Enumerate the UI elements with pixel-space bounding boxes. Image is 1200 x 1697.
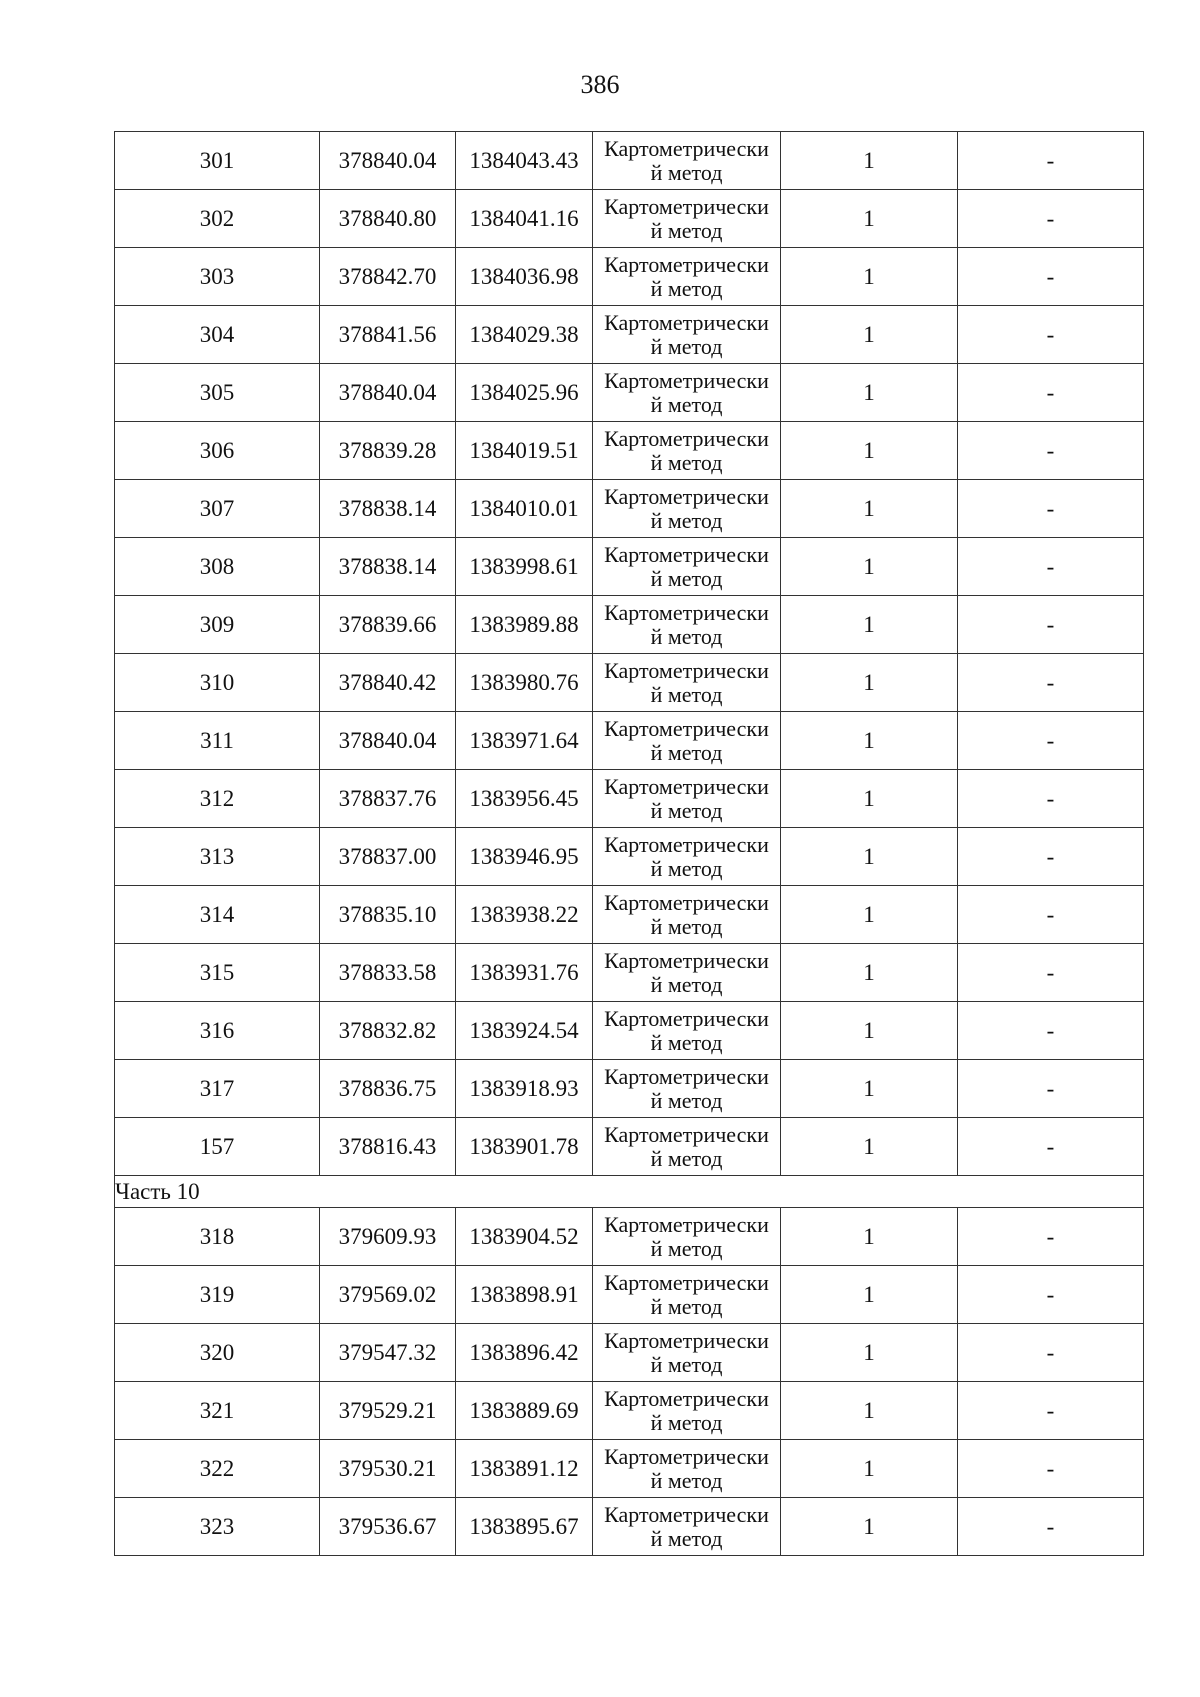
point-number-cell: 307 <box>115 480 320 538</box>
y-coordinate-cell: 1384010.01 <box>456 480 593 538</box>
point-number-cell: 315 <box>115 944 320 1002</box>
x-coordinate-cell: 379530.21 <box>320 1440 456 1498</box>
method-cell <box>593 248 781 306</box>
method-cell <box>593 1498 781 1556</box>
method-text-line-2: й метод <box>650 913 723 939</box>
accuracy-cell: 1 <box>781 1324 958 1382</box>
point-number-cell: 314 <box>115 886 320 944</box>
y-coordinate-cell: 1383938.22 <box>456 886 593 944</box>
table-row <box>115 538 1144 596</box>
note-cell: - <box>958 1498 1144 1556</box>
point-number-cell: 320 <box>115 1324 320 1382</box>
method-cell <box>593 886 781 944</box>
table-row <box>115 1324 1144 1382</box>
y-coordinate-cell: 1383896.42 <box>456 1324 593 1382</box>
section-title: Часть 10 <box>115 1176 1144 1208</box>
method-cell <box>593 712 781 770</box>
table-row <box>115 770 1144 828</box>
table-row <box>115 480 1144 538</box>
y-coordinate-cell: 1383898.91 <box>456 1266 593 1324</box>
table-row <box>115 132 1144 190</box>
point-number-cell: 306 <box>115 422 320 480</box>
method-text-line-2: й метод <box>650 159 723 185</box>
method-text-line-1: Картометрически <box>604 367 769 393</box>
x-coordinate-cell: 378840.80 <box>320 190 456 248</box>
y-coordinate-cell: 1383946.95 <box>456 828 593 886</box>
method-cell <box>593 944 781 1002</box>
x-coordinate-cell: 378833.58 <box>320 944 456 1002</box>
method-text-line-2: й метод <box>650 971 723 997</box>
method-text-line-1: Картометрически <box>604 1327 769 1353</box>
method-text-line-2: й метод <box>650 1235 723 1261</box>
accuracy-cell: 1 <box>781 770 958 828</box>
x-coordinate-cell: 378837.00 <box>320 828 456 886</box>
accuracy-cell: 1 <box>781 248 958 306</box>
method-cell <box>593 828 781 886</box>
point-number-cell: 317 <box>115 1060 320 1118</box>
accuracy-cell: 1 <box>781 1118 958 1176</box>
point-number-cell: 322 <box>115 1440 320 1498</box>
note-cell: - <box>958 886 1144 944</box>
method-cell <box>593 1060 781 1118</box>
accuracy-cell: 1 <box>781 538 958 596</box>
method-text-line-2: й метод <box>650 1351 723 1377</box>
note-cell: - <box>958 306 1144 364</box>
point-number-cell: 312 <box>115 770 320 828</box>
accuracy-cell: 1 <box>781 1440 958 1498</box>
accuracy-cell: 1 <box>781 364 958 422</box>
method-text-line-1: Картометрически <box>604 889 769 915</box>
method-text-line-1: Картометрически <box>604 715 769 741</box>
x-coordinate-cell: 378835.10 <box>320 886 456 944</box>
x-coordinate-cell: 378840.04 <box>320 364 456 422</box>
note-cell: - <box>958 190 1144 248</box>
method-text-line-1: Картометрически <box>604 947 769 973</box>
x-coordinate-cell: 378840.04 <box>320 132 456 190</box>
table-row <box>115 1060 1144 1118</box>
note-cell: - <box>958 1002 1144 1060</box>
point-number-cell: 323 <box>115 1498 320 1556</box>
method-text-line-2: й метод <box>650 1467 723 1493</box>
note-cell: - <box>958 1118 1144 1176</box>
accuracy-cell: 1 <box>781 886 958 944</box>
method-text-line-2: й метод <box>650 449 723 475</box>
method-cell <box>593 1440 781 1498</box>
point-number-cell: 301 <box>115 132 320 190</box>
method-text-line-1: Картометрически <box>604 831 769 857</box>
x-coordinate-cell: 378836.75 <box>320 1060 456 1118</box>
method-cell <box>593 190 781 248</box>
x-coordinate-cell: 378841.56 <box>320 306 456 364</box>
accuracy-cell: 1 <box>781 1002 958 1060</box>
y-coordinate-cell: 1383924.54 <box>456 1002 593 1060</box>
method-cell <box>593 132 781 190</box>
method-text-line-1: Картометрически <box>604 1385 769 1411</box>
method-text-line-2: й метод <box>650 1409 723 1435</box>
method-text-line-2: й метод <box>650 1145 723 1171</box>
table-row <box>115 712 1144 770</box>
coordinates-table <box>114 131 1144 1556</box>
note-cell: - <box>958 248 1144 306</box>
method-text-line-2: й метод <box>650 1087 723 1113</box>
x-coordinate-cell: 378840.42 <box>320 654 456 712</box>
accuracy-cell: 1 <box>781 596 958 654</box>
table-row <box>115 654 1144 712</box>
note-cell: - <box>958 538 1144 596</box>
y-coordinate-cell: 1383971.64 <box>456 712 593 770</box>
y-coordinate-cell: 1383891.12 <box>456 1440 593 1498</box>
point-number-cell: 309 <box>115 596 320 654</box>
note-cell: - <box>958 712 1144 770</box>
x-coordinate-cell: 378832.82 <box>320 1002 456 1060</box>
method-cell <box>593 1324 781 1382</box>
y-coordinate-cell: 1383904.52 <box>456 1208 593 1266</box>
table-row <box>115 886 1144 944</box>
method-text-line-2: й метод <box>650 217 723 243</box>
accuracy-cell: 1 <box>781 480 958 538</box>
point-number-cell: 157 <box>115 1118 320 1176</box>
accuracy-cell: 1 <box>781 1382 958 1440</box>
x-coordinate-cell: 378839.66 <box>320 596 456 654</box>
point-number-cell: 302 <box>115 190 320 248</box>
y-coordinate-cell: 1383989.88 <box>456 596 593 654</box>
point-number-cell: 318 <box>115 1208 320 1266</box>
table-row <box>115 1266 1144 1324</box>
method-text-line-1: Картометрически <box>604 773 769 799</box>
method-text-line-1: Картометрически <box>604 1005 769 1031</box>
x-coordinate-cell: 378816.43 <box>320 1118 456 1176</box>
method-text-line-2: й метод <box>650 275 723 301</box>
table-row <box>115 1382 1144 1440</box>
method-text-line-1: Картометрически <box>604 251 769 277</box>
table-row <box>115 1118 1144 1176</box>
x-coordinate-cell: 379569.02 <box>320 1266 456 1324</box>
x-coordinate-cell: 378839.28 <box>320 422 456 480</box>
method-cell <box>593 364 781 422</box>
x-coordinate-cell: 378842.70 <box>320 248 456 306</box>
method-text-line-1: Картометрически <box>604 541 769 567</box>
y-coordinate-cell: 1384043.43 <box>456 132 593 190</box>
x-coordinate-cell: 378840.04 <box>320 712 456 770</box>
point-number-cell: 305 <box>115 364 320 422</box>
method-text-line-1: Картометрически <box>604 483 769 509</box>
method-text-line-1: Картометрически <box>604 1063 769 1089</box>
point-number-cell: 319 <box>115 1266 320 1324</box>
method-cell <box>593 306 781 364</box>
note-cell: - <box>958 1440 1144 1498</box>
table-row <box>115 1208 1144 1266</box>
method-text-line-1: Картометрически <box>604 1443 769 1469</box>
coordinates-table-body <box>115 132 1144 1556</box>
method-text-line-1: Картометрически <box>604 193 769 219</box>
method-text-line-2: й метод <box>650 1029 723 1055</box>
accuracy-cell: 1 <box>781 944 958 1002</box>
method-text-line-2: й метод <box>650 1525 723 1551</box>
method-cell <box>593 480 781 538</box>
y-coordinate-cell: 1384041.16 <box>456 190 593 248</box>
note-cell: - <box>958 1208 1144 1266</box>
method-text-line-1: Картометрически <box>604 1211 769 1237</box>
note-cell: - <box>958 770 1144 828</box>
accuracy-cell: 1 <box>781 132 958 190</box>
y-coordinate-cell: 1383901.78 <box>456 1118 593 1176</box>
note-cell: - <box>958 1060 1144 1118</box>
note-cell: - <box>958 596 1144 654</box>
note-cell: - <box>958 654 1144 712</box>
y-coordinate-cell: 1384036.98 <box>456 248 593 306</box>
method-text-line-2: й метод <box>650 681 723 707</box>
point-number-cell: 308 <box>115 538 320 596</box>
method-text-line-2: й метод <box>650 333 723 359</box>
point-number-cell: 321 <box>115 1382 320 1440</box>
point-number-cell: 310 <box>115 654 320 712</box>
accuracy-cell: 1 <box>781 1208 958 1266</box>
table-row <box>115 1498 1144 1556</box>
method-cell <box>593 1002 781 1060</box>
point-number-cell: 316 <box>115 1002 320 1060</box>
x-coordinate-cell: 379609.93 <box>320 1208 456 1266</box>
x-coordinate-cell: 378837.76 <box>320 770 456 828</box>
method-cell <box>593 596 781 654</box>
y-coordinate-cell: 1383931.76 <box>456 944 593 1002</box>
y-coordinate-cell: 1383980.76 <box>456 654 593 712</box>
x-coordinate-cell: 378838.14 <box>320 538 456 596</box>
point-number-cell: 313 <box>115 828 320 886</box>
y-coordinate-cell: 1383998.61 <box>456 538 593 596</box>
accuracy-cell: 1 <box>781 1498 958 1556</box>
page-number: 386 <box>580 70 620 99</box>
method-text-line-1: Картометрически <box>604 657 769 683</box>
note-cell: - <box>958 828 1144 886</box>
table-row <box>115 828 1144 886</box>
note-cell: - <box>958 364 1144 422</box>
table-row <box>115 248 1144 306</box>
y-coordinate-cell: 1384029.38 <box>456 306 593 364</box>
note-cell: - <box>958 1324 1144 1382</box>
method-cell <box>593 1266 781 1324</box>
note-cell: - <box>958 422 1144 480</box>
section-header-row <box>115 1176 1144 1208</box>
method-text-line-2: й метод <box>650 507 723 533</box>
method-cell <box>593 538 781 596</box>
note-cell: - <box>958 480 1144 538</box>
accuracy-cell: 1 <box>781 654 958 712</box>
method-text-line-2: й метод <box>650 623 723 649</box>
y-coordinate-cell: 1383889.69 <box>456 1382 593 1440</box>
method-text-line-2: й метод <box>650 855 723 881</box>
table-row <box>115 422 1144 480</box>
point-number-cell: 303 <box>115 248 320 306</box>
method-text-line-1: Картометрически <box>604 1269 769 1295</box>
y-coordinate-cell: 1383956.45 <box>456 770 593 828</box>
accuracy-cell: 1 <box>781 1060 958 1118</box>
note-cell: - <box>958 1382 1144 1440</box>
x-coordinate-cell: 379547.32 <box>320 1324 456 1382</box>
method-text-line-2: й метод <box>650 739 723 765</box>
accuracy-cell: 1 <box>781 422 958 480</box>
y-coordinate-cell: 1383918.93 <box>456 1060 593 1118</box>
accuracy-cell: 1 <box>781 712 958 770</box>
note-cell: - <box>958 1266 1144 1324</box>
method-text-line-1: Картометрически <box>604 135 769 161</box>
accuracy-cell: 1 <box>781 1266 958 1324</box>
point-number-cell: 311 <box>115 712 320 770</box>
table-row <box>115 190 1144 248</box>
table-row <box>115 596 1144 654</box>
x-coordinate-cell: 379536.67 <box>320 1498 456 1556</box>
note-cell: - <box>958 944 1144 1002</box>
method-text-line-2: й метод <box>650 1293 723 1319</box>
method-text-line-2: й метод <box>650 797 723 823</box>
method-cell <box>593 1208 781 1266</box>
method-text-line-2: й метод <box>650 565 723 591</box>
table-row <box>115 944 1144 1002</box>
accuracy-cell: 1 <box>781 190 958 248</box>
y-coordinate-cell: 1384025.96 <box>456 364 593 422</box>
method-cell <box>593 770 781 828</box>
table-row <box>115 306 1144 364</box>
y-coordinate-cell: 1384019.51 <box>456 422 593 480</box>
method-text-line-1: Картометрически <box>604 309 769 335</box>
method-cell <box>593 654 781 712</box>
x-coordinate-cell: 378838.14 <box>320 480 456 538</box>
accuracy-cell: 1 <box>781 306 958 364</box>
note-cell: - <box>958 132 1144 190</box>
accuracy-cell: 1 <box>781 828 958 886</box>
x-coordinate-cell: 379529.21 <box>320 1382 456 1440</box>
method-cell <box>593 1118 781 1176</box>
table-row <box>115 364 1144 422</box>
method-cell <box>593 1382 781 1440</box>
point-number-cell: 304 <box>115 306 320 364</box>
method-cell <box>593 422 781 480</box>
method-text-line-2: й метод <box>650 391 723 417</box>
method-text-line-1: Картометрически <box>604 599 769 625</box>
method-text-line-1: Картометрически <box>604 1121 769 1147</box>
table-row <box>115 1002 1144 1060</box>
method-text-line-1: Картометрически <box>604 1501 769 1527</box>
table-row <box>115 1440 1144 1498</box>
method-text-line-1: Картометрически <box>604 425 769 451</box>
y-coordinate-cell: 1383895.67 <box>456 1498 593 1556</box>
